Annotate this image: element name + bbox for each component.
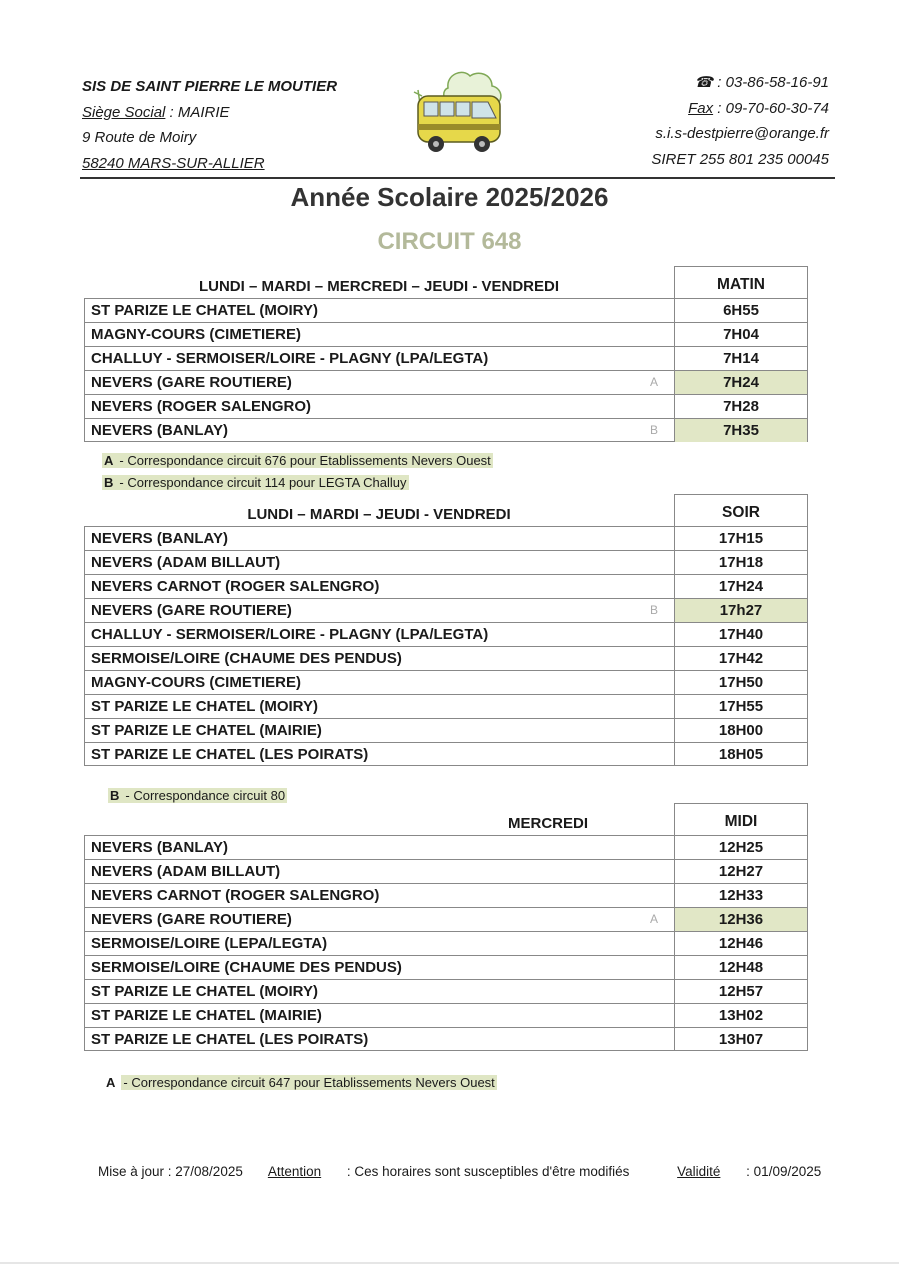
table-row	[84, 526, 808, 550]
table-rows	[84, 298, 808, 442]
table-header	[84, 803, 808, 835]
phone-number: : 03-86-58-16-91	[713, 74, 829, 91]
circuit-title: CIRCUIT 648	[377, 228, 522, 255]
stop-name: NEVERS (BANLAY)	[84, 419, 674, 442]
note-highlight	[102, 453, 493, 468]
departure-time: 12H46	[674, 932, 808, 955]
table-row	[84, 859, 808, 883]
stop-name: ST PARIZE LE CHATEL (MAIRIE)	[84, 1004, 674, 1027]
departure-time: 6H55	[674, 299, 808, 322]
validity-label: Validité	[677, 1164, 721, 1179]
header-divider	[80, 177, 835, 179]
departure-time: 12H48	[674, 956, 808, 979]
email: s.i.s-destpierre@orange.fr	[655, 125, 829, 142]
stop-name: NEVERS (GARE ROUTIERE)	[84, 371, 674, 394]
stop-name: NEVERS (ADAM BILLAUT)	[84, 860, 674, 883]
table-row	[84, 298, 808, 322]
validity-text: : 01/09/2025	[742, 1164, 822, 1179]
period-label: MATIN	[674, 266, 808, 298]
connection-mark: A	[650, 912, 659, 926]
table-row	[84, 907, 808, 931]
days-label: LUNDI – MARDI – JEUDI - VENDREDI	[247, 506, 511, 523]
note-highlight	[108, 788, 287, 803]
contact-info	[651, 70, 829, 172]
sender-address	[82, 74, 337, 176]
timetable-soir	[84, 494, 808, 766]
table-row	[84, 574, 808, 598]
note-key: A	[104, 453, 114, 468]
attention-label: Attention	[267, 1164, 322, 1179]
note-key: A	[106, 1075, 116, 1090]
stop-name: NEVERS (ROGER SALENGRO)	[84, 395, 674, 418]
stop-name: ST PARIZE LE CHATEL (MOIRY)	[84, 695, 674, 718]
departure-time: 17H40	[674, 623, 808, 646]
note-key: B	[104, 475, 114, 490]
bus-logo-icon	[408, 66, 508, 158]
scan-edge	[0, 1262, 899, 1264]
departure-time: 12H33	[674, 884, 808, 907]
departure-time: 17H50	[674, 671, 808, 694]
departure-time: 17H55	[674, 695, 808, 718]
table-row	[84, 646, 808, 670]
note-highlight	[102, 475, 409, 490]
departure-time: 7H14	[674, 347, 808, 370]
attention-text: : Ces horaires sont susceptibles d'être modifiés	[343, 1164, 630, 1179]
stop-name: ST PARIZE LE CHATEL (MOIRY)	[84, 980, 674, 1003]
stop-name: MAGNY-COURS (CIMETIERE)	[84, 323, 674, 346]
siege-label: Siège Social	[82, 103, 166, 121]
stop-name: ST PARIZE LE CHATEL (MOIRY)	[84, 299, 674, 322]
table-row	[84, 1027, 808, 1051]
connection-mark: A	[650, 375, 659, 389]
city-address: 58240 MARS-SUR-ALLIER	[82, 154, 265, 172]
note-text: - Correspondance circuit 647 pour Etablissements Nevers Ouest	[123, 1075, 495, 1090]
stop-name: NEVERS (BANLAY)	[84, 527, 674, 550]
departure-time: 18H00	[674, 719, 808, 742]
departure-time: 17H24	[674, 575, 808, 598]
table-row	[84, 694, 808, 718]
table-row	[84, 394, 808, 418]
note-b-80	[106, 787, 289, 804]
stop-name: NEVERS CARNOT (ROGER SALENGRO)	[84, 884, 674, 907]
departure-time: 18H05	[674, 743, 808, 766]
stop-name: SERMOISE/LOIRE (CHAUME DES PENDUS)	[84, 956, 674, 979]
period-label: MIDI	[674, 803, 808, 835]
note-text: - Correspondance circuit 114 pour LEGTA Challuy	[119, 475, 407, 490]
table-row	[84, 955, 808, 979]
attention-note	[268, 1164, 652, 1179]
note-text: - Correspondance circuit 80	[125, 788, 286, 803]
departure-time: 12H57	[674, 980, 808, 1003]
departure-time: 17H18	[674, 551, 808, 574]
departure-time: 17h27	[674, 599, 808, 622]
days-label: LUNDI – MARDI – MERCREDI – JEUDI - VENDREDI	[198, 278, 560, 295]
siege-line	[82, 100, 337, 126]
organization-name: SIS DE SAINT PIERRE LE MOUTIER	[82, 78, 338, 95]
connection-mark: B	[650, 603, 659, 617]
note-a-647	[104, 1074, 499, 1091]
stop-name: NEVERS (GARE ROUTIERE)	[84, 599, 674, 622]
table-row	[84, 598, 808, 622]
stop-name: MAGNY-COURS (CIMETIERE)	[84, 671, 674, 694]
connection-mark: B	[650, 423, 659, 437]
table-row	[84, 370, 808, 394]
departure-time: 7H04	[674, 323, 808, 346]
siege-value: : MAIRIE	[165, 103, 230, 121]
table-row	[84, 742, 808, 766]
table-row	[84, 883, 808, 907]
table-row	[84, 1003, 808, 1027]
stop-name: NEVERS (GARE ROUTIERE)	[84, 908, 674, 931]
table-rows	[84, 835, 808, 1051]
departure-time: 12H25	[674, 836, 808, 859]
note-key: B	[110, 788, 120, 803]
departure-time: 17H42	[674, 647, 808, 670]
days-label: MERCREDI	[507, 815, 588, 832]
departure-time: 17H15	[674, 527, 808, 550]
table-row	[84, 835, 808, 859]
phone-line	[651, 70, 829, 96]
stop-name: NEVERS (BANLAY)	[84, 836, 674, 859]
fax-label: Fax	[688, 99, 714, 117]
table-row	[84, 622, 808, 646]
timetable-matin	[84, 266, 808, 442]
update-date: Mise à jour : 27/08/2025	[98, 1164, 243, 1179]
street-address: 9 Route de Moiry	[82, 129, 197, 146]
note-text: - Correspondance circuit 676 pour Etablissements Nevers Ouest	[119, 453, 491, 468]
table-row	[84, 322, 808, 346]
period-label: SOIR	[674, 494, 808, 526]
departure-time: 7H24	[674, 371, 808, 394]
note-a-676	[100, 452, 495, 469]
departure-time: 13H02	[674, 1004, 808, 1027]
table-header	[84, 494, 808, 526]
stop-name: CHALLUY - SERMOISER/LOIRE - PLAGNY (LPA/LEGTA)	[84, 347, 674, 370]
siret: SIRET 255 801 235 00045	[651, 150, 829, 168]
table-rows	[84, 526, 808, 766]
stop-name: SERMOISE/LOIRE (LEPA/LEGTA)	[84, 932, 674, 955]
table-row	[84, 670, 808, 694]
page-title: Année Scolaire 2025/2026	[290, 182, 609, 212]
timetable-midi	[84, 803, 808, 1051]
table-header	[84, 266, 808, 298]
table-row	[84, 346, 808, 370]
stop-name: NEVERS CARNOT (ROGER SALENGRO)	[84, 575, 674, 598]
table-row	[84, 979, 808, 1003]
stop-name: NEVERS (ADAM BILLAUT)	[84, 551, 674, 574]
fax-number: : 09-70-60-30-74	[713, 99, 829, 117]
departure-time: 12H27	[674, 860, 808, 883]
table-row	[84, 418, 808, 442]
departure-time: 7H35	[674, 419, 808, 442]
validity-note	[677, 1164, 843, 1179]
stop-name: SERMOISE/LOIRE (CHAUME DES PENDUS)	[84, 647, 674, 670]
fax-line	[651, 96, 829, 122]
phone-icon: ☎	[694, 74, 714, 91]
note-b-114	[100, 474, 411, 491]
footer	[98, 1164, 865, 1179]
stop-name: ST PARIZE LE CHATEL (LES POIRATS)	[84, 1028, 674, 1051]
table-row	[84, 931, 808, 955]
stop-name: ST PARIZE LE CHATEL (MAIRIE)	[84, 719, 674, 742]
table-row	[84, 550, 808, 574]
stop-name: CHALLUY - SERMOISER/LOIRE - PLAGNY (LPA/LEGTA)	[84, 623, 674, 646]
departure-time: 12H36	[674, 908, 808, 931]
departure-time: 7H28	[674, 395, 808, 418]
departure-time: 13H07	[674, 1028, 808, 1051]
table-row	[84, 718, 808, 742]
stop-name: ST PARIZE LE CHATEL (LES POIRATS)	[84, 743, 674, 766]
